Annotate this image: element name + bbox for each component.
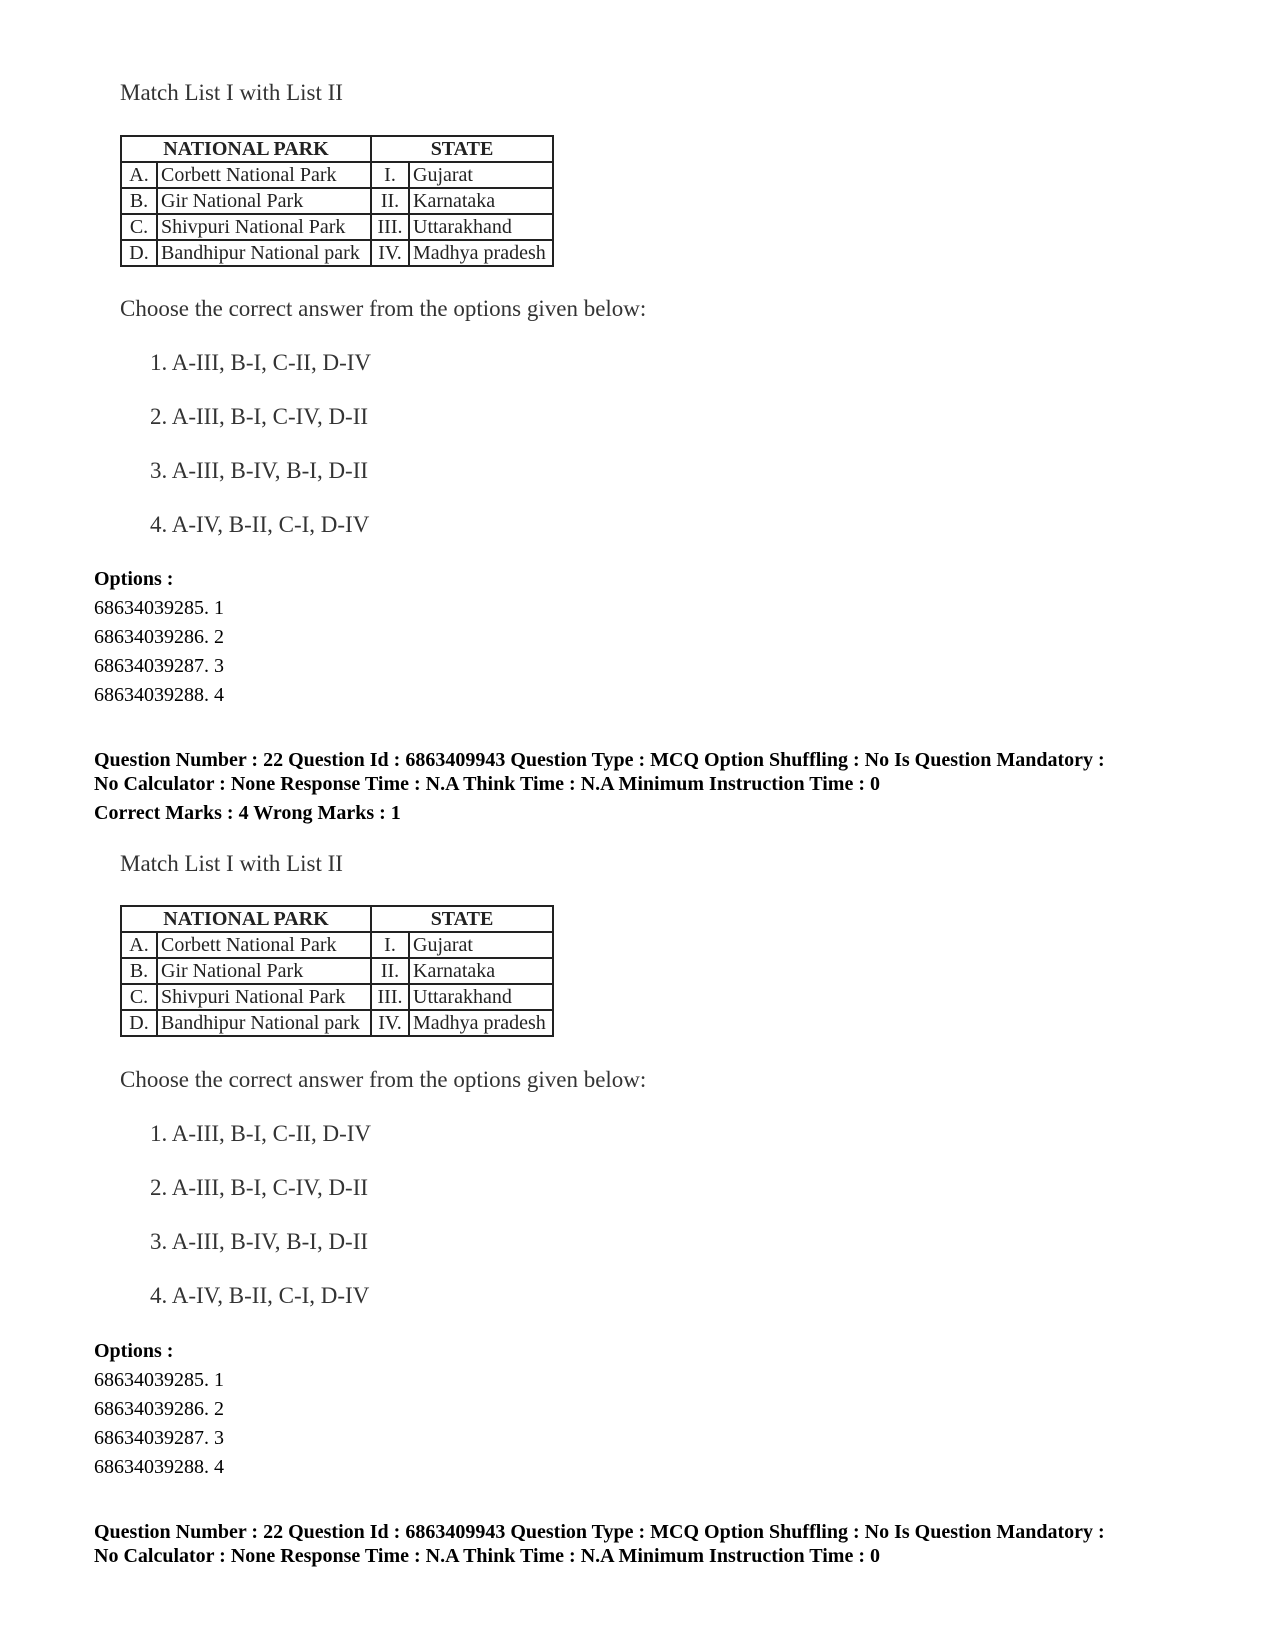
table-row	[121, 932, 553, 958]
state-numeral: IV.	[371, 1010, 409, 1036]
row-key: D.	[121, 240, 157, 266]
header-state: STATE	[371, 906, 553, 932]
match-table	[120, 905, 554, 1037]
answer-choice: 1. A-III, B-I, C-II, D-IV	[150, 1121, 371, 1146]
row-key: C.	[121, 214, 157, 240]
answer-choice: 3. A-III, B-IV, B-I, D-II	[150, 458, 369, 483]
table-row	[121, 984, 553, 1010]
question-meta-line: Question Number : 22 Question Id : 6863409943 Question Type : MCQ Option Shuffling : No Is Question Mandatory :	[94, 749, 1105, 771]
option-item: 68634039287. 3	[94, 1427, 224, 1449]
row-key: A.	[121, 932, 157, 958]
park-name: Corbett National Park	[157, 932, 371, 958]
answer-choice: 2. A-III, B-I, C-IV, D-II	[150, 404, 369, 429]
option-item: 68634039288. 4	[94, 684, 224, 706]
marks-line: Correct Marks : 4 Wrong Marks : 1	[94, 802, 401, 824]
state-name: Gujarat	[409, 932, 553, 958]
table-header-row	[121, 136, 553, 162]
state-numeral: II.	[371, 188, 409, 214]
row-key: B.	[121, 958, 157, 984]
state-numeral: IV.	[371, 240, 409, 266]
row-key: A.	[121, 162, 157, 188]
question-meta	[94, 1520, 1194, 1568]
state-numeral: I.	[371, 932, 409, 958]
state-name: Madhya pradesh	[409, 1010, 553, 1036]
table-row	[121, 188, 553, 214]
table-row	[121, 214, 553, 240]
state-numeral: II.	[371, 958, 409, 984]
option-item: 68634039287. 3	[94, 655, 224, 677]
state-numeral: I.	[371, 162, 409, 188]
header-national-park: NATIONAL PARK	[121, 906, 371, 932]
state-name: Uttarakhand	[409, 214, 553, 240]
answer-choice: 1. A-III, B-I, C-II, D-IV	[150, 350, 371, 375]
row-key: B.	[121, 188, 157, 214]
row-key: C.	[121, 984, 157, 1010]
match-instruction: Match List I with List II	[120, 851, 343, 876]
option-item: 68634039286. 2	[94, 1398, 224, 1420]
state-numeral: III.	[371, 984, 409, 1010]
choose-instruction: Choose the correct answer from the options given below:	[120, 1067, 647, 1092]
question-meta-line: No Calculator : None Response Time : N.A Think Time : N.A Minimum Instruction Time : 0	[94, 773, 880, 795]
question-meta	[94, 748, 1194, 825]
option-item: 68634039285. 1	[94, 1369, 224, 1391]
state-name: Uttarakhand	[409, 984, 553, 1010]
choose-instruction: Choose the correct answer from the options given below:	[120, 296, 647, 321]
park-name: Gir National Park	[157, 958, 371, 984]
table-row	[121, 958, 553, 984]
row-key: D.	[121, 1010, 157, 1036]
table-row	[121, 1010, 553, 1036]
park-name: Bandhipur National park	[157, 240, 371, 266]
state-name: Karnataka	[409, 958, 553, 984]
park-name: Shivpuri National Park	[157, 984, 371, 1010]
table-row	[121, 162, 553, 188]
header-state: STATE	[371, 136, 553, 162]
park-name: Corbett National Park	[157, 162, 371, 188]
answer-choice: 2. A-III, B-I, C-IV, D-II	[150, 1175, 369, 1200]
question-meta-line: No Calculator : None Response Time : N.A Think Time : N.A Minimum Instruction Time : 0	[94, 1545, 880, 1567]
header-national-park: NATIONAL PARK	[121, 136, 371, 162]
table-row	[121, 240, 553, 266]
options-label: Options :	[94, 1340, 174, 1362]
answer-choice: 4. A-IV, B-II, C-I, D-IV	[150, 1283, 370, 1308]
park-name: Gir National Park	[157, 188, 371, 214]
options-label: Options :	[94, 568, 174, 590]
park-name: Shivpuri National Park	[157, 214, 371, 240]
option-item: 68634039286. 2	[94, 626, 224, 648]
state-name: Gujarat	[409, 162, 553, 188]
option-item: 68634039285. 1	[94, 597, 224, 619]
state-numeral: III.	[371, 214, 409, 240]
answer-choice: 4. A-IV, B-II, C-I, D-IV	[150, 512, 370, 537]
table-header-row	[121, 906, 553, 932]
match-instruction: Match List I with List II	[120, 80, 343, 105]
state-name: Madhya pradesh	[409, 240, 553, 266]
option-item: 68634039288. 4	[94, 1456, 224, 1478]
state-name: Karnataka	[409, 188, 553, 214]
answer-choice: 3. A-III, B-IV, B-I, D-II	[150, 1229, 369, 1254]
match-table	[120, 135, 554, 267]
question-meta-line: Question Number : 22 Question Id : 6863409943 Question Type : MCQ Option Shuffling : No Is Question Mandatory :	[94, 1521, 1105, 1543]
park-name: Bandhipur National park	[157, 1010, 371, 1036]
